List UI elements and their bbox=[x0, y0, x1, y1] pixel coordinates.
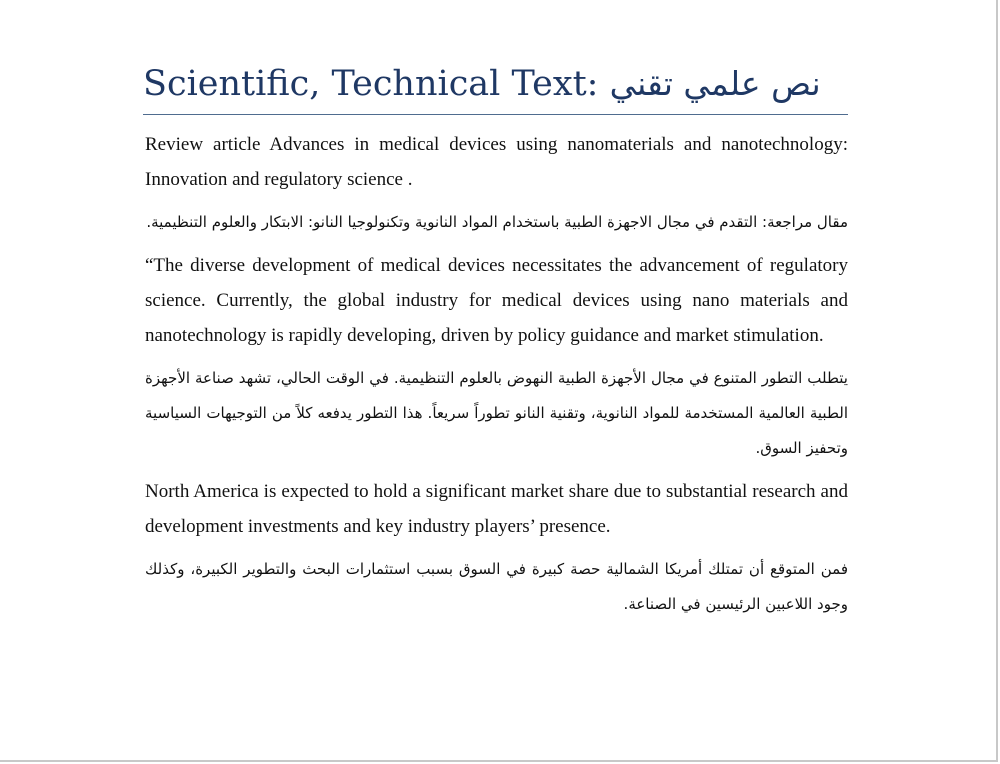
paragraph-ar-3: فمن المتوقع أن تمتلك أمريكا الشمالية حصة كبيرة في السوق بسبب استثمارات البحث والتطوير الكبيرة، وكذلك وجود اللاعبين الرئيسين في الصناعة. bbox=[145, 560, 848, 613]
document-body bbox=[145, 60, 848, 630]
paragraph-ar-2: يتطلب التطور المتنوع في مجال الأجهزة الطبية النهوض بالعلوم التنظيمية. في الوقت الحالي، تشهد صناعة الأجهزة الطبية العالمية المستخدمة للمواد النانوية، وتقنية النانو تطوراً سريعاً. هذا التطور يدفعه كلاً من التوجيهات السياسية وتحفيز السوق. bbox=[145, 369, 848, 457]
paragraph-en-3: North America is expected to hold a significant market share due to substantial research and development investments and key industry players’ presence. bbox=[145, 481, 848, 537]
title-english: Scientific, Technical Text: bbox=[143, 64, 599, 104]
paragraph-en-2: “The diverse development of medical devices necessitates the advancement of regulatory science. Currently, the global industry for medical devices using nano materials and nanotechnology is rapidly developing, driven by policy guidance and market stimulation. bbox=[145, 255, 848, 346]
paragraph-en-1: Review article Advances in medical devices using nanomaterials and nanotechnology: Innovation and regulatory science . bbox=[145, 134, 848, 190]
page-title bbox=[143, 60, 848, 115]
paragraph-ar-1: مقال مراجعة: التقدم في مجال الاجهزة الطبية باستخدام المواد النانوية وتكنولوجيا النانو: الابتكار والعلوم التنظيمية. bbox=[146, 213, 848, 231]
title-arabic: نص علمي تقني bbox=[609, 64, 821, 103]
